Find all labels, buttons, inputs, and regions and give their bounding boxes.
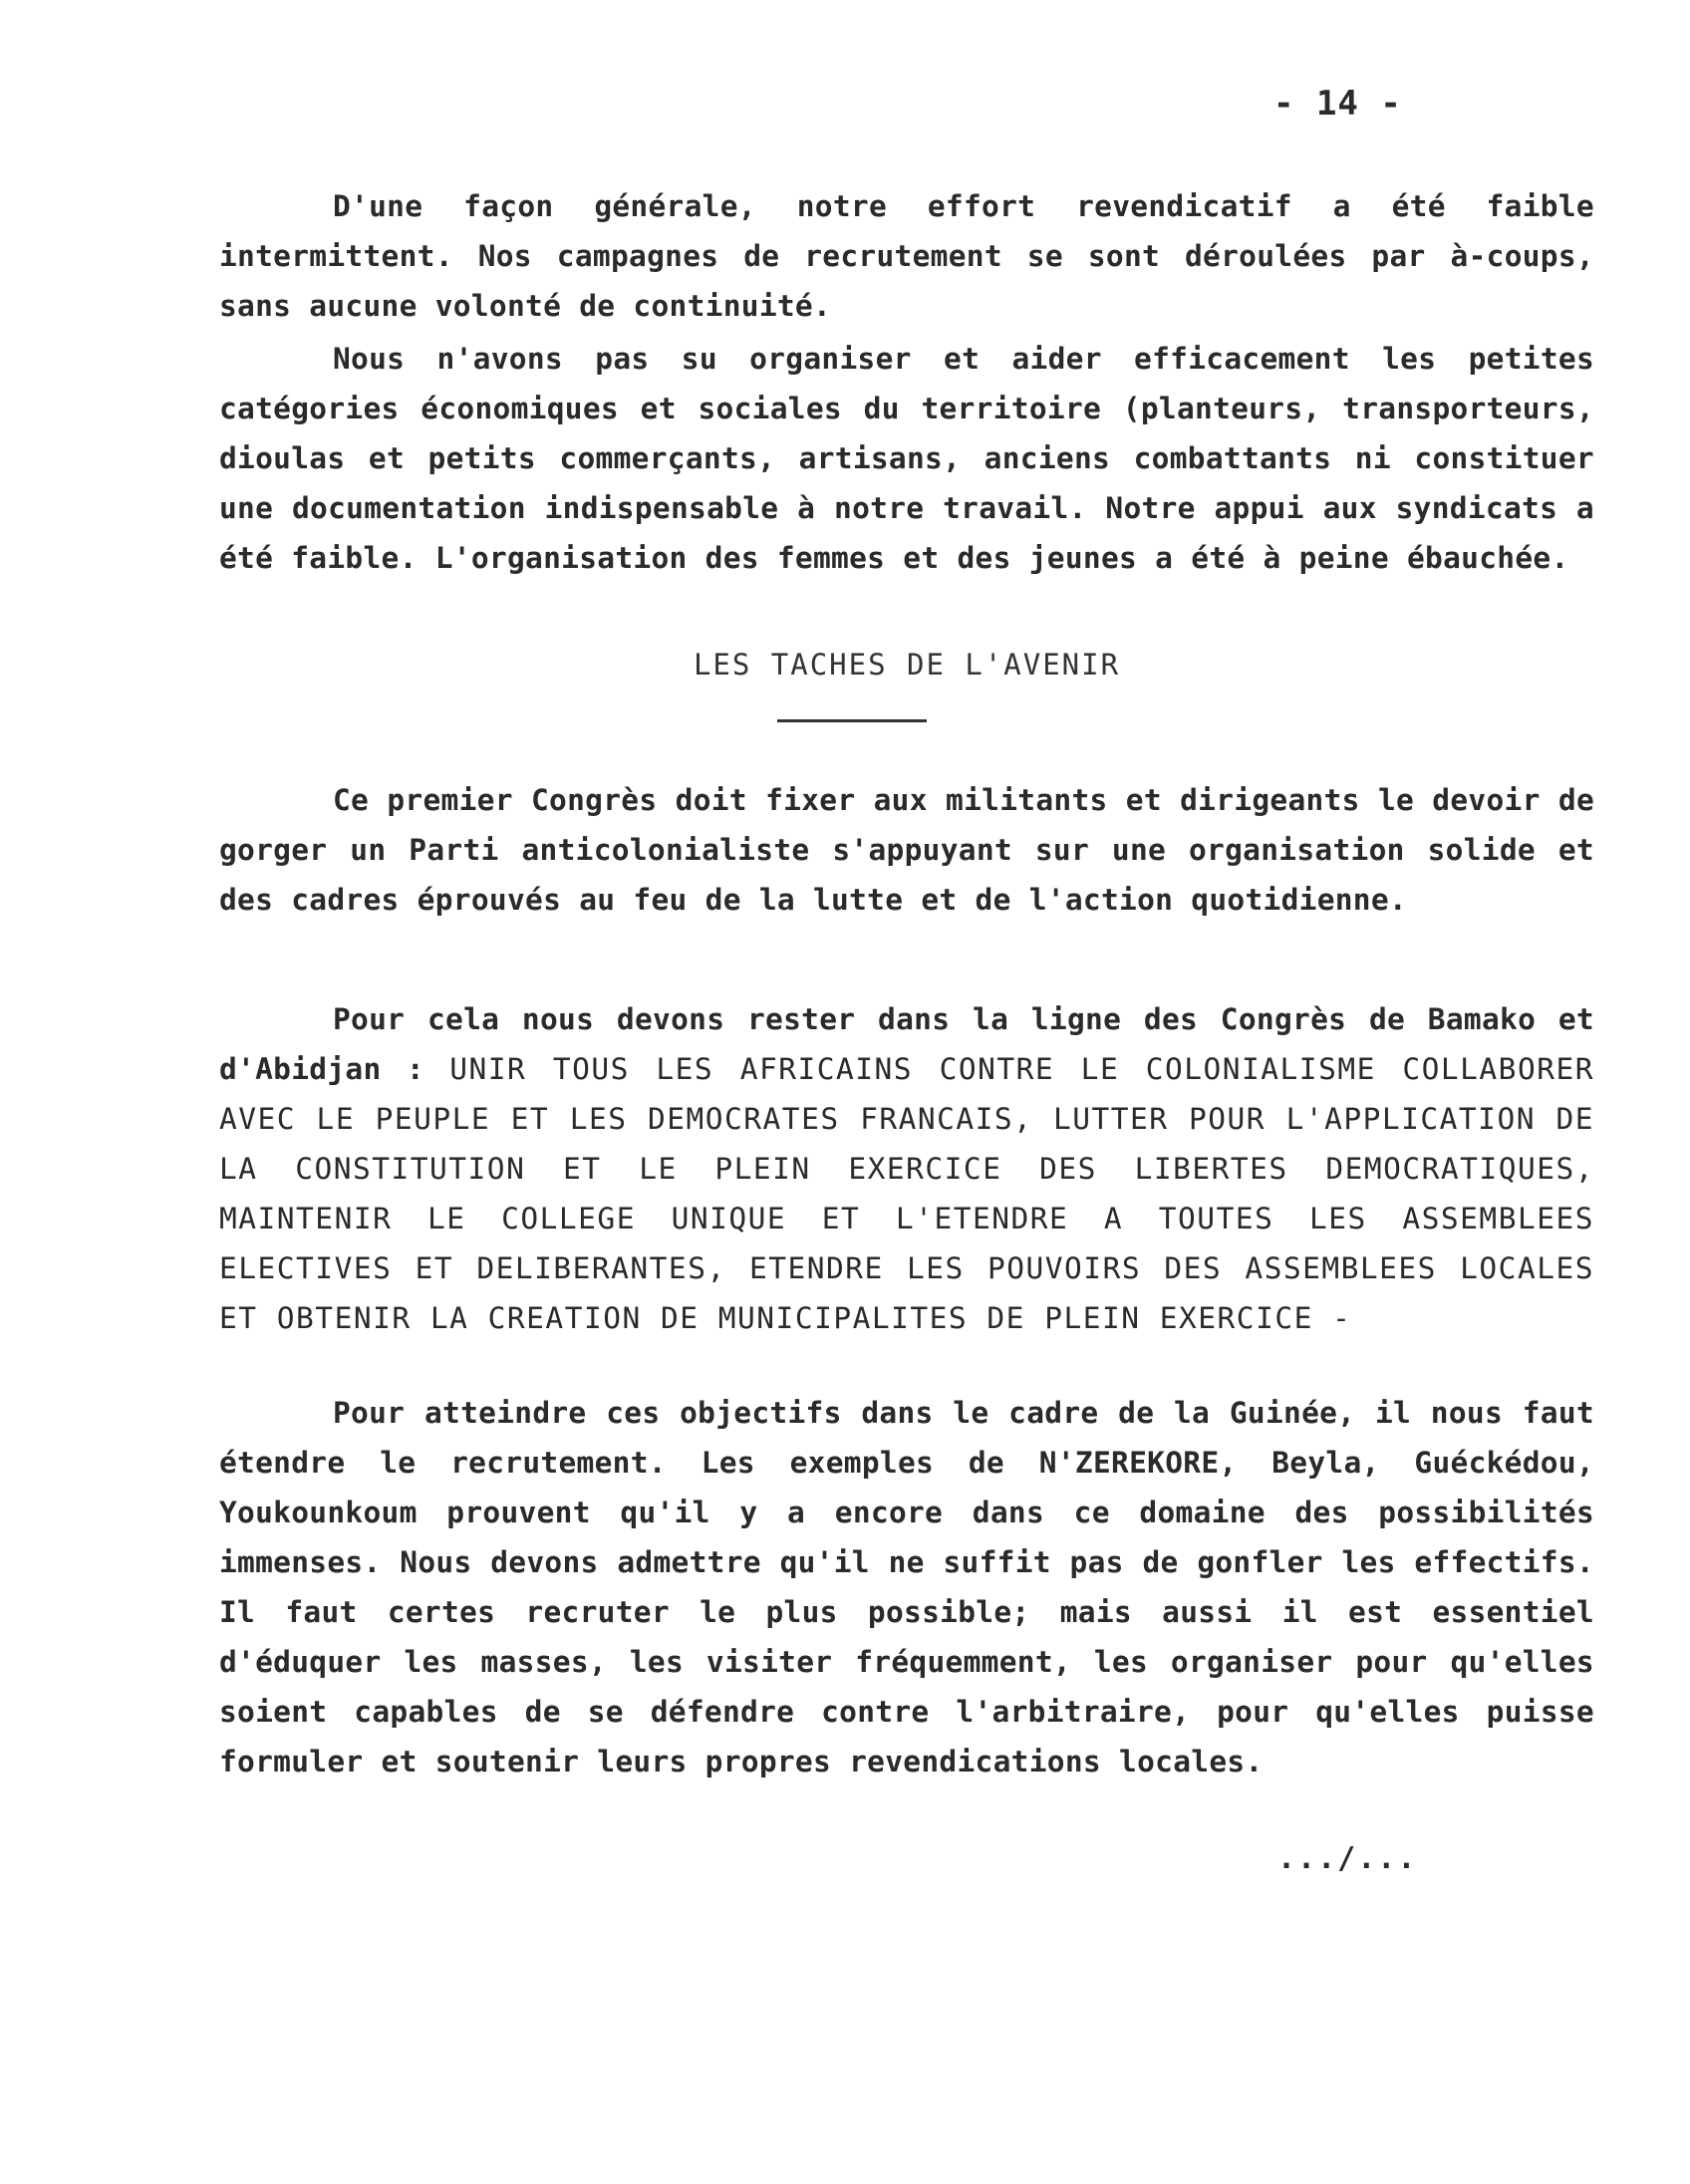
paragraph-4-program: UNIR TOUS LES AFRICAINS CONTRE LE COLONIALISME COLLABORER AVEC LE PEUPLE ET LES DEMOCRATES FRANCAIS, LUTTER POUR L'APPLICATION DE LA CONSTITUTION ET LE PLEIN EXERCICE DES LIBERTES DEMOCRATIQUES, MAINTENIR LE COLLEGE UNIQUE ET L'ETENDRE A TOUTES LES ASSEMBLEES ELECTIVES ET DELIBERANTES, ETENDRE LES POUVOIRS DES ASSEMBLEES LOCALES ET OBTENIR LA CREATION DE MUNICIPALITES DE PLEIN EXERCICE - bbox=[219, 1052, 1594, 1335]
paragraph-3-block bbox=[219, 775, 1594, 925]
paragraph-2-block bbox=[219, 334, 1594, 583]
paragraph-2: Nous n'avons pas su organiser et aider efficacement les petites catégories économiques et sociales du territoire (planteurs, transporteurs, dioulas et petits commerçants, artisans, anciens combattants ni constituer une documentation indispensable à notre travail. Notre appui aux syndicats a été faible. L'organisation des femmes et des jeunes a été à peine ébauchée. bbox=[219, 342, 1594, 575]
paragraph-4 bbox=[219, 994, 1594, 1343]
continuation-marker: .../... bbox=[1277, 1841, 1418, 1876]
paragraph-5: Pour atteindre ces objectifs dans le cadre de la Guinée, il nous faut étendre le recrutement. Les exemples de N'ZEREKORE, Beyla, Guéckédou, Youkounkoum prouvent qu'il y a encore dans ce domaine des possibilités immenses. Nous devons admettre qu'il ne suffit pas de gonfler les effectifs. Il faut certes recruter le plus possible; mais aussi il est essentiel d'éduquer les masses, les visiter fréquemment, les organiser pour qu'elles soient capables de se défendre contre l'arbitraire, pour qu'elles puisse formuler et soutenir leurs propres revendications locales. bbox=[219, 1396, 1594, 1778]
paragraph-1: D'une façon générale, notre effort revendicatif a été faible intermittent. Nos campagnes de recrutement se sont déroulées par à-coups, sans aucune volonté de continuité. bbox=[219, 189, 1594, 323]
heading-underline bbox=[777, 719, 927, 722]
paragraph-4-intro: Pour cela nous devons rester dans la ligne des Congrès de Bamako et d'Abidjan : bbox=[219, 1002, 1594, 1086]
paragraph-4-block bbox=[219, 994, 1594, 1343]
paragraph-1-block bbox=[219, 181, 1594, 331]
paragraph-5-block bbox=[219, 1388, 1594, 1786]
page-number: - 14 - bbox=[1273, 84, 1402, 124]
section-heading: LES TACHES DE L'AVENIR bbox=[693, 648, 1121, 682]
paragraph-3: Ce premier Congrès doit fixer aux militants et dirigeants le devoir de gorger un Parti anticolonialiste s'appuyant sur une organisation solide et des cadres éprouvés au feu de la lutte et de l'action quotidienne. bbox=[219, 783, 1594, 917]
